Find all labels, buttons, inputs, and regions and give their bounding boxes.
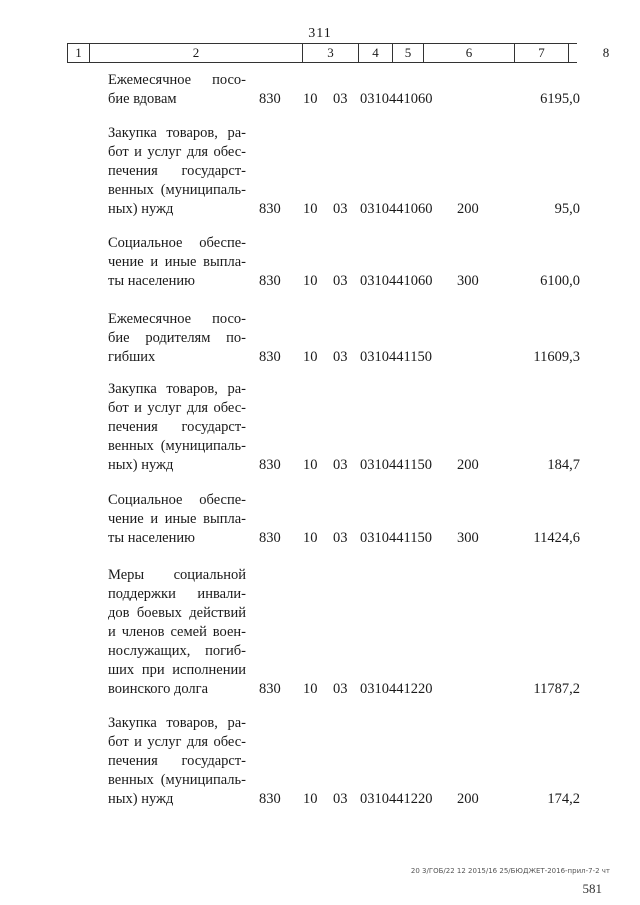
description-line: ных) нужд xyxy=(108,457,174,473)
cell-c4: 10 xyxy=(303,457,318,473)
cell-c5: 03 xyxy=(333,349,348,365)
cell-c6: 0310441060 xyxy=(360,201,433,217)
description-line: чение и иные выпла- xyxy=(108,511,246,527)
row-description xyxy=(108,234,246,291)
description-line: ших при исполнении xyxy=(108,662,246,678)
row-description xyxy=(108,380,246,475)
cell-c5: 03 xyxy=(333,457,348,473)
cell-c6: 0310441060 xyxy=(360,273,433,289)
description-line: бот и услуг для обес- xyxy=(108,734,246,750)
header-col-8: 8 xyxy=(568,44,640,62)
cell-c6: 0310441220 xyxy=(360,791,433,807)
cell-c6: 0310441220 xyxy=(360,681,433,697)
cell-c8: 11609,3 xyxy=(533,349,580,365)
description-line: поддержки инвали- xyxy=(108,586,246,602)
cell-c3: 830 xyxy=(259,681,281,697)
cell-c4: 10 xyxy=(303,530,318,546)
cell-c8: 6195,0 xyxy=(540,91,580,107)
description-line: Закупка товаров, ра- xyxy=(108,381,246,397)
cell-c6: 0310441060 xyxy=(360,91,433,107)
description-line: ты населению xyxy=(108,273,195,289)
description-line: ных) нужд xyxy=(108,791,174,807)
row-description xyxy=(108,71,246,109)
description-line: гибших xyxy=(108,349,156,365)
cell-c8: 11787,2 xyxy=(533,681,580,697)
cell-c4: 10 xyxy=(303,201,318,217)
description-line: ных) нужд xyxy=(108,201,174,217)
description-line: бие родителям по- xyxy=(108,330,246,346)
cell-c3: 830 xyxy=(259,201,281,217)
page-number-top: 311 xyxy=(308,26,332,41)
cell-c7: 300 xyxy=(457,273,479,289)
cell-c7: 200 xyxy=(457,201,479,217)
description-line: печения государст- xyxy=(108,419,246,435)
cell-c3: 830 xyxy=(259,91,281,107)
cell-c8: 11424,6 xyxy=(533,530,580,546)
description-line: Ежемесячное посо- xyxy=(108,72,246,88)
header-col-4: 4 xyxy=(358,44,392,62)
row-description xyxy=(108,566,246,699)
header-col-1: 1 xyxy=(67,44,89,62)
cell-c5: 03 xyxy=(333,681,348,697)
row-description xyxy=(108,310,246,367)
cell-c8: 6100,0 xyxy=(540,273,580,289)
cell-c8: 95,0 xyxy=(554,201,580,217)
cell-c4: 10 xyxy=(303,91,318,107)
cell-c6: 0310441150 xyxy=(360,530,432,546)
header-col-2: 2 xyxy=(89,44,302,62)
cell-c5: 03 xyxy=(333,91,348,107)
cell-c7: 300 xyxy=(457,530,479,546)
cell-c4: 10 xyxy=(303,791,318,807)
footer-stamp: 20 3/ГОБ/22 12 2015/16 25/БЮДЖЕТ-2016-прил-7-2 чт xyxy=(410,867,610,875)
description-line: венных (муниципаль- xyxy=(108,772,246,788)
cell-c3: 830 xyxy=(259,530,281,546)
description-line: дов боевых действий xyxy=(108,605,246,621)
cell-c3: 830 xyxy=(259,791,281,807)
cell-c6: 0310441150 xyxy=(360,349,432,365)
cell-c3: 830 xyxy=(259,349,281,365)
description-line: ты населению xyxy=(108,530,195,546)
cell-c5: 03 xyxy=(333,530,348,546)
cell-c5: 03 xyxy=(333,201,348,217)
cell-c7: 200 xyxy=(457,791,479,807)
description-line: Закупка товаров, ра- xyxy=(108,715,246,731)
description-line: Ежемесячное посо- xyxy=(108,311,246,327)
cell-c8: 184,7 xyxy=(547,457,580,473)
cell-c6: 0310441150 xyxy=(360,457,432,473)
description-line: и членов семей воен- xyxy=(108,624,246,640)
cell-c7: 200 xyxy=(457,457,479,473)
row-description xyxy=(108,491,246,548)
row-description xyxy=(108,714,246,809)
description-line: Социальное обеспе- xyxy=(108,235,246,251)
description-line: венных (муниципаль- xyxy=(108,182,246,198)
cell-c4: 10 xyxy=(303,273,318,289)
header-col-3: 3 xyxy=(302,44,358,62)
cell-c8: 174,2 xyxy=(547,791,580,807)
description-line: бот и услуг для обес- xyxy=(108,144,246,160)
cell-c3: 830 xyxy=(259,273,281,289)
cell-c4: 10 xyxy=(303,681,318,697)
cell-c5: 03 xyxy=(333,791,348,807)
description-line: нослужащих, погиб- xyxy=(108,643,246,659)
description-line: печения государст- xyxy=(108,163,246,179)
description-line: печения государст- xyxy=(108,753,246,769)
cell-c4: 10 xyxy=(303,349,318,365)
row-description xyxy=(108,124,246,219)
description-line: воинского долга xyxy=(108,681,209,697)
description-line: венных (муниципаль- xyxy=(108,438,246,454)
description-line: бот и услуг для обес- xyxy=(108,400,246,416)
description-line: Закупка товаров, ра- xyxy=(108,125,246,141)
cell-c3: 830 xyxy=(259,457,281,473)
cell-c5: 03 xyxy=(333,273,348,289)
header-col-7: 7 xyxy=(514,44,568,62)
description-line: Социальное обеспе- xyxy=(108,492,246,508)
header-col-5: 5 xyxy=(392,44,423,62)
description-line: бие вдовам xyxy=(108,91,177,107)
table-header xyxy=(67,43,610,63)
description-line: Меры социальной xyxy=(108,567,246,583)
header-col-6: 6 xyxy=(423,44,514,62)
page-number-bottom: 581 xyxy=(582,881,602,896)
description-line: чение и иные выпла- xyxy=(108,254,246,270)
